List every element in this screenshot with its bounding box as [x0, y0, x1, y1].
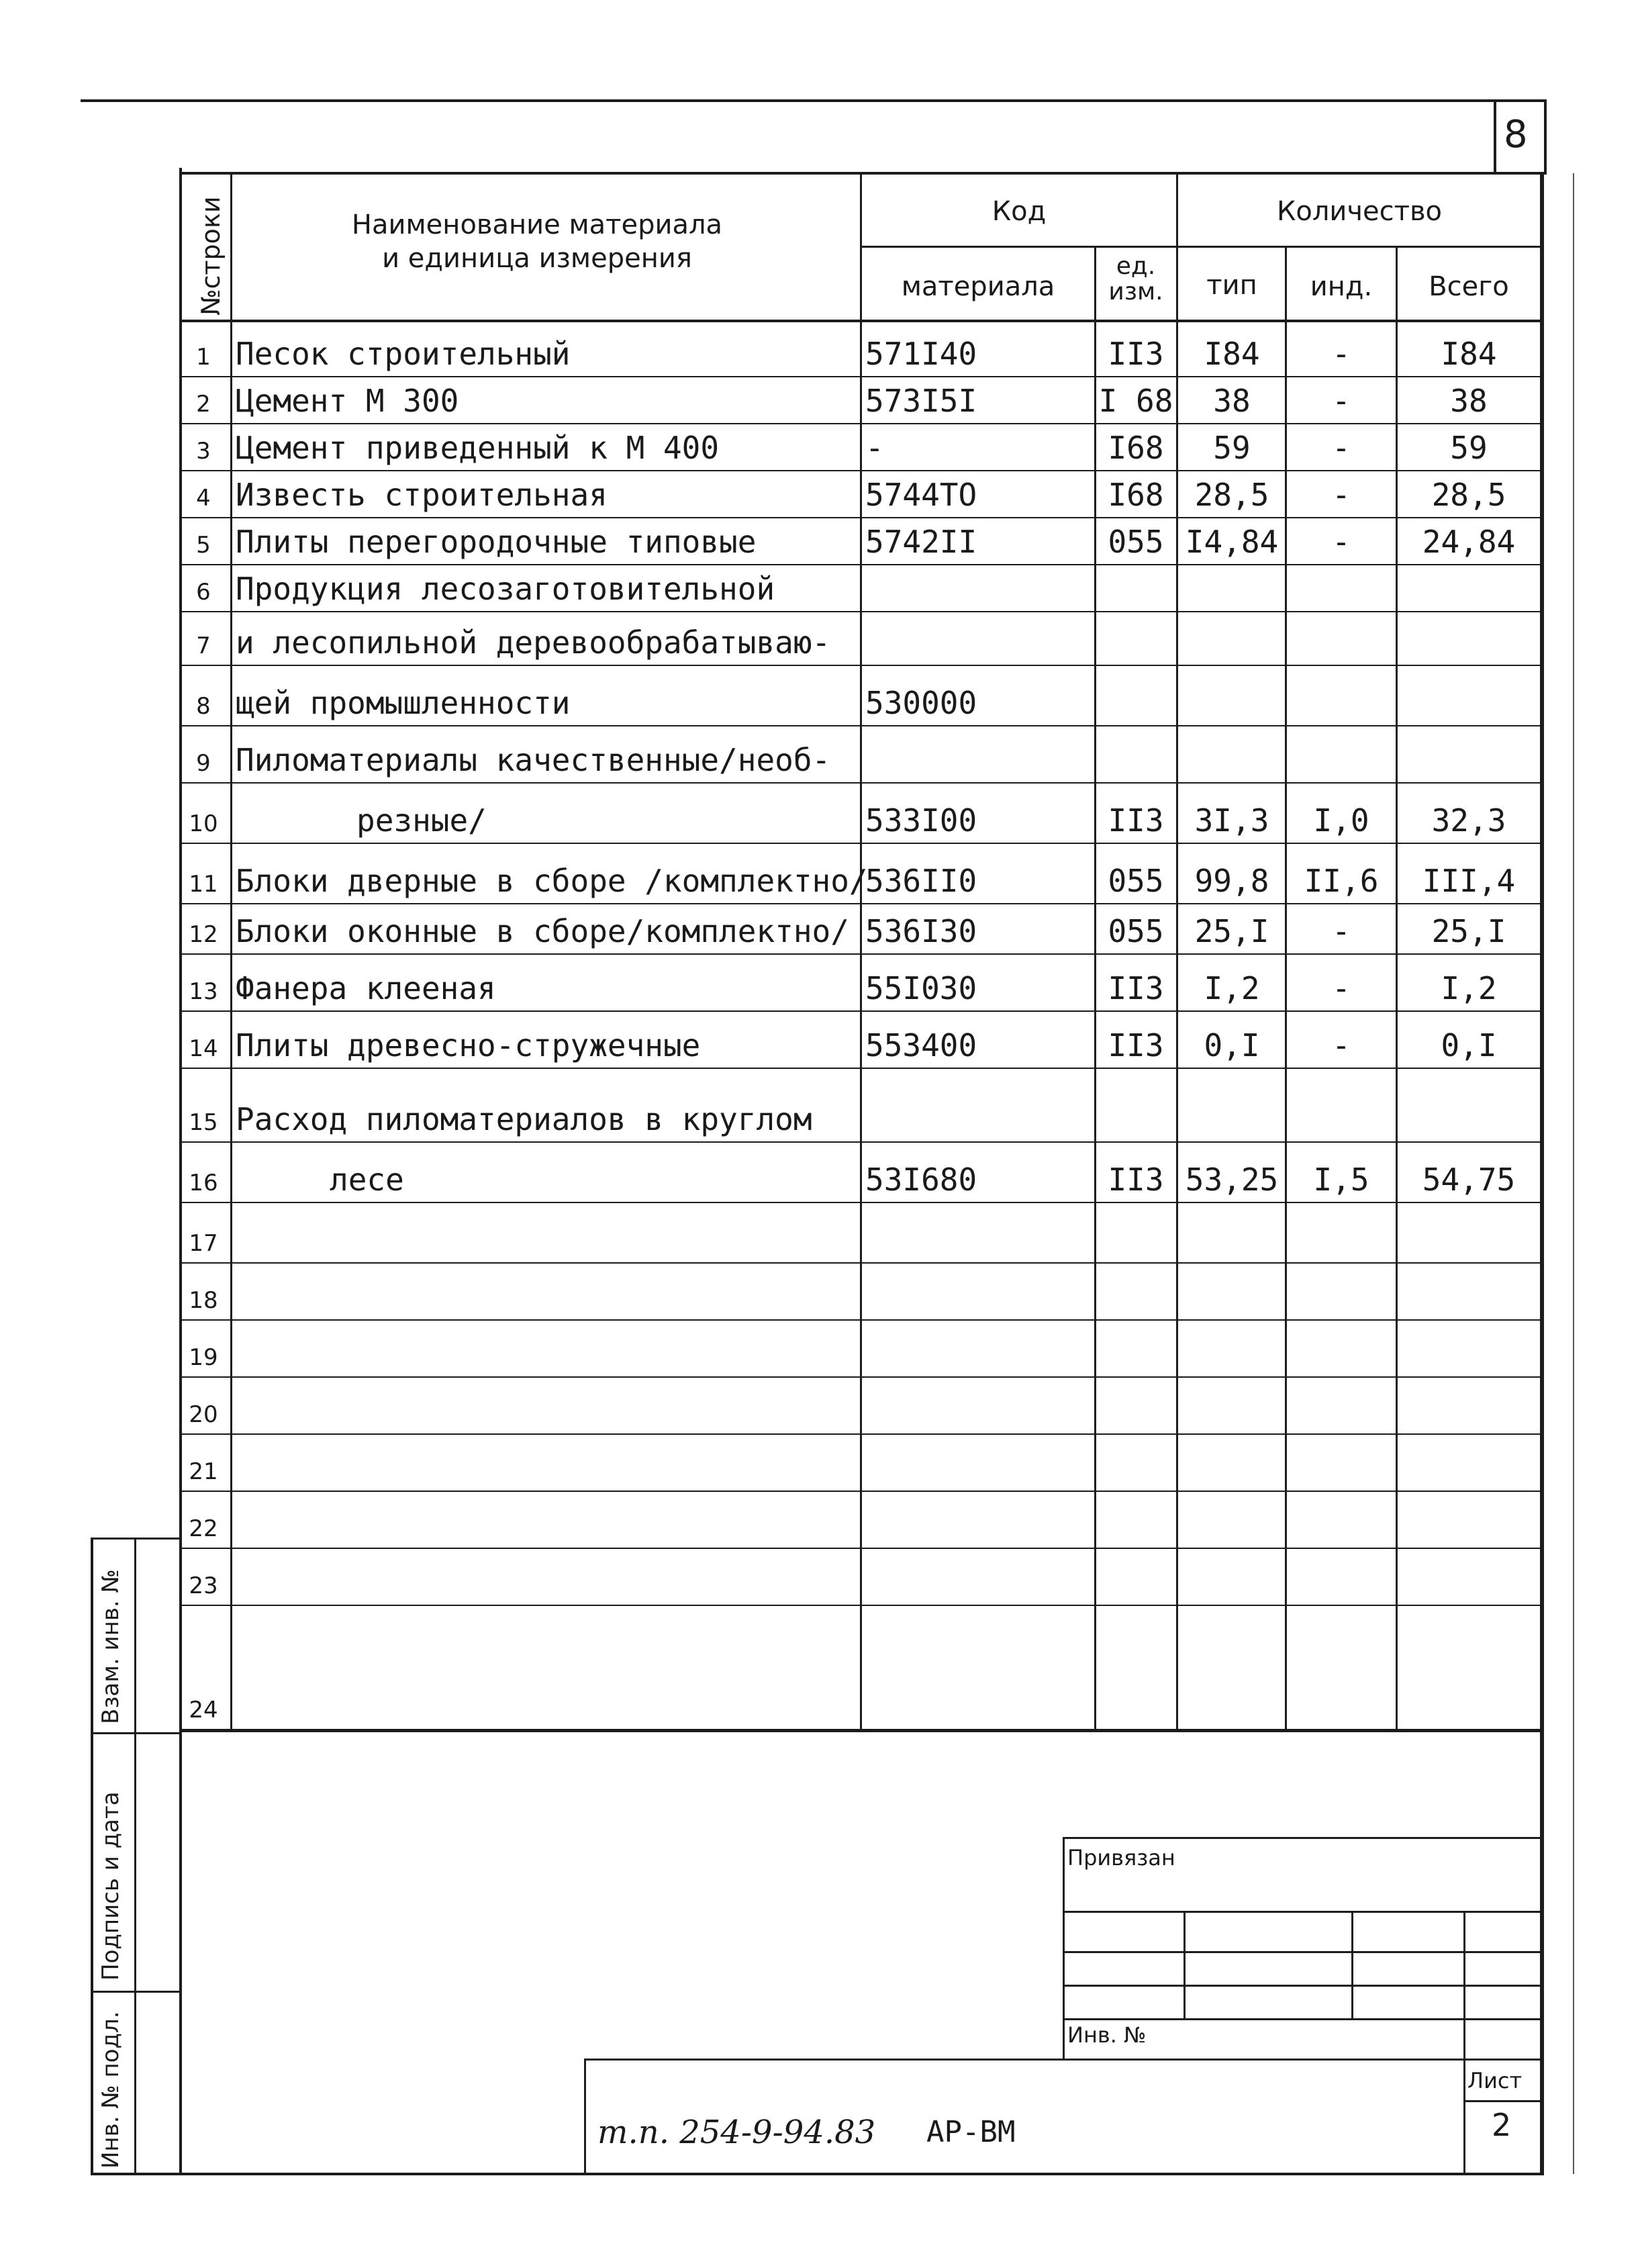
- table-row-line: [179, 1433, 1544, 1435]
- col-header-qty-total: Всего: [1429, 271, 1509, 302]
- stamp-podpis: Подпись и дата: [97, 1791, 124, 1981]
- table-cell-typ: 53,25: [1185, 1162, 1279, 1198]
- table-cell-total: 38: [1450, 383, 1488, 419]
- table-row-line: [179, 665, 1544, 666]
- col-header-qty: Количество: [1276, 196, 1442, 227]
- table-cell-ind: I,0: [1313, 802, 1369, 839]
- table-cell-name: Блоки оконные в сборе/комплектно/: [236, 913, 849, 949]
- table-cell-code: 553400: [865, 1027, 977, 1064]
- table-row-line: [179, 1262, 1544, 1264]
- tb-doc-mark: АР-ВМ: [926, 2115, 1016, 2149]
- table-cell-code: 5742II: [865, 524, 977, 560]
- table-cell-n: 3: [196, 438, 211, 465]
- table-cell-unit: II3: [1108, 336, 1164, 372]
- tb-row1: [1063, 1911, 1544, 1913]
- col-header-name-line2: и единица измерения: [382, 243, 692, 274]
- tb-area-top: [179, 1730, 1544, 1732]
- table-cell-unit: 055: [1108, 524, 1164, 560]
- table-row-line: [179, 423, 1544, 424]
- table-cell-unit: I68: [1108, 477, 1164, 513]
- table-cell-n: 1: [196, 344, 211, 371]
- tb-doc-code: т.п. 254-9-94.83: [597, 2114, 876, 2151]
- table-row-line: [179, 611, 1544, 612]
- tb-list-label: Лист: [1467, 2068, 1523, 2093]
- table-cell-n: 20: [189, 1401, 218, 1428]
- table-cell-unit: I68: [1108, 430, 1164, 466]
- table-cell-n: 10: [189, 810, 218, 837]
- table-row-line: [179, 953, 1544, 955]
- table-cell-n: 5: [196, 532, 211, 559]
- table-row-line: [179, 1491, 1544, 1492]
- tb-main-top: [584, 2059, 1544, 2061]
- table-cell-name: Цемент М 300: [236, 383, 459, 419]
- table-cell-ind: -: [1332, 336, 1351, 372]
- table-cell-code: 55I030: [865, 970, 977, 1006]
- header-sub-split: [861, 246, 1544, 248]
- tb-inv-no: Инв. №: [1067, 2022, 1147, 2048]
- col-header-qty-ind: инд.: [1310, 271, 1373, 302]
- table-cell-code: 536I30: [865, 913, 977, 949]
- table-cell-name: Песок строительный: [236, 336, 571, 372]
- table-cell-n: 9: [196, 750, 211, 777]
- table-cell-ind: -: [1332, 477, 1351, 513]
- table-cell-name: Цемент приведенный к М 400: [236, 430, 720, 466]
- table-row-line: [179, 376, 1544, 377]
- table-cell-code: 536II0: [865, 863, 977, 899]
- table-cell-name: Пиломатериалы качественные/необ-: [236, 742, 831, 778]
- table-cell-name: лесе: [330, 1162, 404, 1198]
- table-cell-unit: II3: [1108, 1162, 1164, 1198]
- table-cell-total: III,4: [1422, 863, 1516, 899]
- table-col-divider: [230, 172, 232, 1729]
- table-cell-total: 24,84: [1422, 524, 1516, 560]
- table-row-line: [179, 1202, 1544, 1203]
- table-cell-typ: 0,I: [1204, 1027, 1260, 1064]
- table-row-line: [179, 1548, 1544, 1549]
- table-cell-n: 6: [196, 579, 211, 606]
- table-cell-n: 23: [189, 1572, 218, 1599]
- tb-left: [1063, 1837, 1065, 2059]
- table-cell-name: Плиты древесно-стружечные: [236, 1027, 701, 1064]
- table-row-line: [179, 470, 1544, 471]
- tb-col1: [1184, 1911, 1186, 2018]
- table-cell-name: Блоки дверные в сборе /комплектно/: [236, 863, 868, 899]
- outer-right-trail: [1573, 173, 1574, 2174]
- table-cell-ind: -: [1332, 383, 1351, 419]
- table-cell-ind: -: [1332, 1027, 1351, 1064]
- table-cell-total: 28,5: [1431, 477, 1506, 513]
- tb-row2: [1063, 1951, 1544, 1953]
- side-stamp-inner: [134, 1538, 136, 2175]
- tb-list-value: 2: [1492, 2107, 1512, 2143]
- table-cell-typ: I,2: [1204, 970, 1260, 1006]
- table-cell-typ: 99,8: [1194, 863, 1269, 899]
- table-cell-n: 19: [189, 1344, 218, 1371]
- table-cell-total: 25,I: [1431, 913, 1506, 949]
- col-header-code: Код: [992, 196, 1047, 227]
- table-cell-total: 0,I: [1441, 1027, 1497, 1064]
- tb-list-split: [1463, 2100, 1544, 2102]
- tb-row3: [1063, 1985, 1544, 1987]
- table-cell-code: 533I00: [865, 802, 977, 839]
- table-cell-unit: 055: [1108, 913, 1164, 949]
- table-row-line: [179, 843, 1544, 844]
- side-stamp-left: [91, 1538, 93, 2175]
- col-header-code-material: материала: [901, 271, 1055, 302]
- table-col-divider: [860, 172, 862, 1729]
- table-cell-n: 24: [189, 1697, 218, 1723]
- table-cell-unit: II3: [1108, 970, 1164, 1006]
- table-cell-n: 12: [189, 921, 218, 948]
- page-number-box-left: [1494, 99, 1496, 175]
- table-cell-code: -: [865, 430, 884, 466]
- table-cell-code: 530000: [865, 685, 977, 721]
- col-header-name: [235, 208, 839, 275]
- table-row-line: [179, 782, 1544, 784]
- col-header-line-no: №строки: [196, 196, 226, 316]
- tb-privyazan: Привязан: [1067, 1845, 1175, 1871]
- table-cell-unit: 055: [1108, 863, 1164, 899]
- top-rule: [81, 99, 1544, 102]
- table-cell-ind: -: [1332, 430, 1351, 466]
- side-stamp-top: [91, 1538, 182, 1540]
- table-cell-code: 53I680: [865, 1162, 977, 1198]
- table-cell-name: Известь строительная: [236, 477, 608, 513]
- table-cell-typ: I4,84: [1185, 524, 1279, 560]
- table-cell-n: 17: [189, 1230, 218, 1257]
- tb-top: [1063, 1837, 1544, 1839]
- table-cell-ind: I,5: [1313, 1162, 1369, 1198]
- table-row-line: [179, 1141, 1544, 1143]
- table-cell-n: 18: [189, 1287, 218, 1314]
- table-cell-typ: 38: [1213, 383, 1251, 419]
- table-row-line: [179, 903, 1544, 904]
- table-row-line: [179, 517, 1544, 518]
- table-cell-total: I,2: [1441, 970, 1497, 1006]
- table-cell-code: 573I5I: [865, 383, 977, 419]
- table-cell-n: 2: [196, 391, 211, 418]
- table-cell-total: I84: [1441, 336, 1497, 372]
- side-stamp-div1: [91, 1732, 182, 1734]
- table-cell-name: Фанера клееная: [236, 970, 496, 1006]
- table-cell-n: 15: [189, 1109, 218, 1136]
- table-cell-code: 571I40: [865, 336, 977, 372]
- table-cell-n: 11: [189, 871, 218, 898]
- table-cell-total: 54,75: [1422, 1162, 1516, 1198]
- table-cell-name: щей промышленности: [236, 685, 571, 721]
- table-cell-n: 21: [189, 1458, 218, 1485]
- col-header-code-unit: ед. изм.: [1108, 252, 1163, 305]
- table-cell-ind: -: [1332, 524, 1351, 560]
- table-cell-ind: -: [1332, 913, 1351, 949]
- table-row-line: [179, 1319, 1544, 1321]
- table-row-line: [179, 1068, 1544, 1069]
- page-number: 8: [1504, 113, 1528, 156]
- table-cell-code: 5744ТО: [865, 477, 977, 513]
- col-header-name-line1: Наименование материала: [351, 209, 723, 240]
- table-cell-typ: 3I,3: [1194, 802, 1269, 839]
- table-cell-ind: II,6: [1304, 863, 1379, 899]
- table-cell-typ: 28,5: [1194, 477, 1269, 513]
- table-cell-unit: II3: [1108, 1027, 1164, 1064]
- table-cell-total: 32,3: [1431, 802, 1506, 839]
- page-number-box-right: [1544, 99, 1547, 175]
- bottom-frame: [91, 2173, 1544, 2175]
- table-row-line: [179, 1376, 1544, 1378]
- table-cell-n: 22: [189, 1515, 218, 1542]
- tb-col3: [1463, 1911, 1465, 2173]
- tb-row4: [1063, 2018, 1544, 2020]
- table-cell-n: 16: [189, 1170, 218, 1196]
- table-cell-typ: I84: [1204, 336, 1260, 372]
- table-cell-name: Расход пиломатериалов в круглом: [236, 1101, 812, 1137]
- table-cell-n: 14: [189, 1035, 218, 1062]
- table-cell-n: 8: [196, 693, 211, 720]
- side-stamp-div2: [91, 1991, 182, 1993]
- tb-col2: [1351, 1911, 1353, 2018]
- table-row-line: [179, 1605, 1544, 1606]
- table-cell-name: и лесопильной деревообрабатываю-: [236, 624, 831, 661]
- table-cell-ind: -: [1332, 970, 1351, 1006]
- table-row-line: [179, 1010, 1544, 1012]
- table-cell-unit: II3: [1108, 802, 1164, 839]
- table-cell-typ: 25,I: [1194, 913, 1269, 949]
- tb-main-left: [584, 2059, 586, 2174]
- table-cell-name: резные/: [356, 802, 487, 839]
- col-header-qty-typ: тип: [1206, 270, 1257, 301]
- stamp-vzam: Взам. инв. №: [97, 1569, 124, 1724]
- table-row-line: [179, 564, 1544, 565]
- table-cell-name: Продукция лесозаготовительной: [236, 571, 775, 607]
- table-cell-name: Плиты перегородочные типовые: [236, 524, 757, 560]
- table-cell-unit: I 68: [1098, 383, 1173, 419]
- table-row-line: [179, 725, 1544, 726]
- table-cell-n: 13: [189, 978, 218, 1005]
- table-cell-n: 4: [196, 485, 211, 512]
- stamp-inv-podl: Инв. № подл.: [97, 2011, 124, 2169]
- table-cell-total: 59: [1450, 430, 1488, 466]
- table-cell-n: 7: [196, 632, 211, 659]
- table-cell-typ: 59: [1213, 430, 1251, 466]
